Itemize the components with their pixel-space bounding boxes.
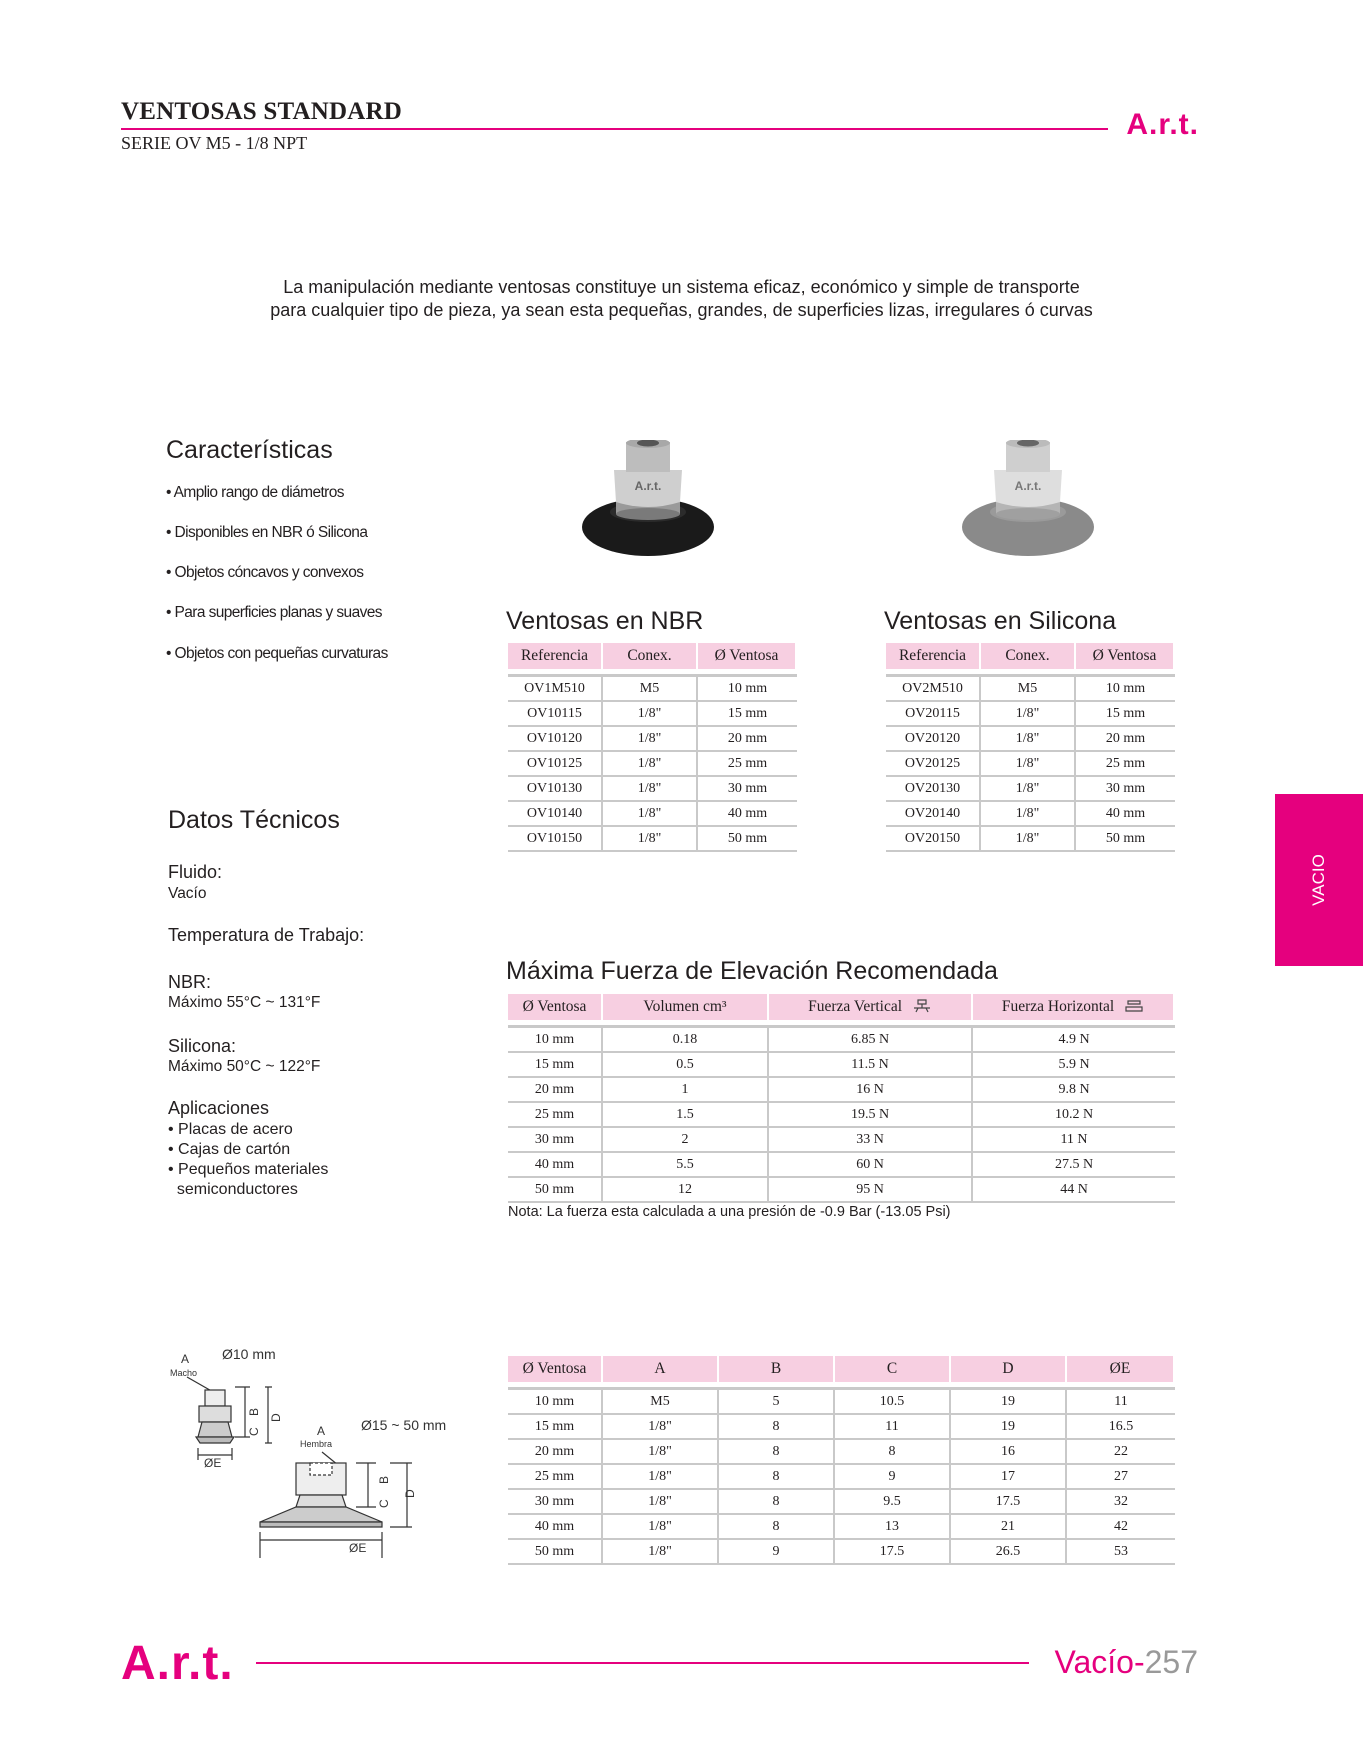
- small-cup-label: Ø10 mm: [222, 1346, 276, 1362]
- table-cell: 8: [835, 1440, 951, 1465]
- column-header: D: [951, 1356, 1067, 1387]
- table-cell: M5: [981, 674, 1076, 702]
- table-row: [886, 777, 1175, 802]
- table-cell: 15 mm: [698, 702, 797, 727]
- table-cell: 1/8": [603, 827, 698, 852]
- table-cell: OV10115: [508, 702, 603, 727]
- table-cell: 19: [951, 1415, 1067, 1440]
- column-header: Ø Ventosa: [1076, 643, 1175, 674]
- table-cell: 95 N: [769, 1178, 973, 1203]
- table-cell: 1/8": [981, 727, 1076, 752]
- table-cell: 44 N: [973, 1178, 1175, 1203]
- feature-item: • Objetos con pequeñas curvaturas: [166, 645, 388, 662]
- table-row: [508, 1465, 1175, 1490]
- tech-data-title: Datos Técnicos: [168, 806, 340, 834]
- table-cell: 1/8": [603, 1515, 719, 1540]
- table-cell: 1: [603, 1078, 769, 1103]
- dim-a-label: A: [181, 1352, 190, 1366]
- table-row: [508, 1053, 1175, 1078]
- page-number: [1055, 1644, 1199, 1681]
- feature-item: • Amplio rango de diámetros: [166, 484, 344, 501]
- table-row: [508, 777, 797, 802]
- force-table-title: Máxima Fuerza de Elevación Recomendada: [506, 957, 998, 985]
- page-subtitle: SERIE OV M5 - 1/8 NPT: [121, 133, 308, 153]
- table-cell: 16: [951, 1440, 1067, 1465]
- table-cell: 17: [951, 1465, 1067, 1490]
- column-header: Referencia: [508, 643, 603, 674]
- table-row: [508, 1440, 1175, 1465]
- table-row: [508, 674, 797, 702]
- table-cell: 2: [603, 1128, 769, 1153]
- table-cell: 40 mm: [508, 1153, 603, 1178]
- column-header: B: [719, 1356, 835, 1387]
- column-header: Ø Ventosa: [508, 994, 603, 1025]
- table-cell: 1/8": [981, 827, 1076, 852]
- nbr-table-title: Ventosas en NBR: [506, 607, 704, 635]
- table-cell: 0.18: [603, 1025, 769, 1053]
- column-header: Volumen cm³: [603, 994, 769, 1025]
- table-cell: OV10150: [508, 827, 603, 852]
- table-cell: 1/8": [603, 1490, 719, 1515]
- table-row: [886, 727, 1175, 752]
- table-row: [508, 1128, 1175, 1153]
- dim-e-label: ØE: [349, 1541, 367, 1555]
- table-cell: 1/8": [603, 752, 698, 777]
- table-row: [886, 752, 1175, 777]
- nbr-temp-value: Máximo 55°C ~ 131°F: [168, 994, 321, 1011]
- nbr-table: [508, 643, 797, 852]
- footer-divider: [256, 1662, 1029, 1664]
- table-cell: 8: [719, 1440, 835, 1465]
- table-cell: 19: [951, 1387, 1067, 1415]
- table-cell: 17.5: [835, 1540, 951, 1565]
- table-cell: M5: [603, 1387, 719, 1415]
- table-cell: 27: [1067, 1465, 1175, 1490]
- table-cell: 10 mm: [508, 1387, 603, 1415]
- table-cell: 10.5: [835, 1387, 951, 1415]
- dimension-diagram: [160, 1340, 480, 1570]
- table-cell: 5: [719, 1387, 835, 1415]
- dim-d-label: D: [269, 1413, 283, 1422]
- table-cell: 0.5: [603, 1053, 769, 1078]
- table-cell: 1.5: [603, 1103, 769, 1128]
- application-item: • Cajas de cartón: [168, 1141, 291, 1158]
- table-row: [508, 1078, 1175, 1103]
- table-cell: OV10130: [508, 777, 603, 802]
- table-cell: 4.9 N: [973, 1025, 1175, 1053]
- table-cell: 11 N: [973, 1128, 1175, 1153]
- table-cell: 26.5: [951, 1540, 1067, 1565]
- table-cell: 12: [603, 1178, 769, 1203]
- table-row: [508, 1490, 1175, 1515]
- table-row: [508, 727, 797, 752]
- table-cell: 25 mm: [698, 752, 797, 777]
- table-cell: OV20115: [886, 702, 981, 727]
- macho-label: Macho: [170, 1368, 198, 1378]
- page-section-word: Vacío-: [1054, 1644, 1145, 1680]
- hembra-label: Hembra: [300, 1439, 333, 1449]
- table-cell: 16 N: [769, 1078, 973, 1103]
- table-cell: 9: [719, 1540, 835, 1565]
- column-header: Referencia: [886, 643, 981, 674]
- feature-item: • Disponibles en NBR ó Silicona: [166, 524, 368, 541]
- table-cell: 10 mm: [1076, 674, 1175, 702]
- table-cell: 20 mm: [508, 1078, 603, 1103]
- dim-a-label: A: [317, 1424, 326, 1438]
- table-cell: 8: [719, 1465, 835, 1490]
- table-cell: OV10125: [508, 752, 603, 777]
- table-cell: 50 mm: [698, 827, 797, 852]
- table-cell: 8: [719, 1515, 835, 1540]
- table-row: [508, 752, 797, 777]
- table-row: [886, 827, 1175, 852]
- table-cell: 15 mm: [508, 1415, 603, 1440]
- table-cell: OV20150: [886, 827, 981, 852]
- table-cell: 1/8": [603, 1465, 719, 1490]
- table-row: [508, 1153, 1175, 1178]
- table-cell: 22: [1067, 1440, 1175, 1465]
- table-cell: OV1M510: [508, 674, 603, 702]
- intro-line-1: La manipulación mediante ventosas constituye un sistema eficaz, económico y simple de transporte: [283, 277, 1080, 297]
- dim-e-label: ØE: [204, 1456, 222, 1470]
- page-number-value: 257: [1144, 1644, 1198, 1680]
- table-cell: OV20120: [886, 727, 981, 752]
- table-cell: 1/8": [603, 777, 698, 802]
- vertical-force-label: Fuerza Vertical: [808, 998, 903, 1015]
- table-cell: 1/8": [603, 1540, 719, 1565]
- table-cell: 19.5 N: [769, 1103, 973, 1128]
- dim-d-label: D: [403, 1489, 417, 1498]
- table-cell: 13: [835, 1515, 951, 1540]
- table-cell: 20 mm: [1076, 727, 1175, 752]
- table-cell: OV10140: [508, 802, 603, 827]
- table-cell: OV20130: [886, 777, 981, 802]
- table-row: [508, 1178, 1175, 1203]
- table-cell: 50 mm: [508, 1540, 603, 1565]
- table-cell: 10.2 N: [973, 1103, 1175, 1128]
- table-cell: 15 mm: [508, 1053, 603, 1078]
- horizontal-force-icon: [1124, 999, 1144, 1013]
- silicona-body-label: A.r.t.: [1014, 479, 1042, 493]
- table-cell: 30 mm: [698, 777, 797, 802]
- table-row: [886, 802, 1175, 827]
- column-header: Ø Ventosa: [508, 1356, 603, 1387]
- table-cell: 6.85 N: [769, 1025, 973, 1053]
- dim-c-label: C: [377, 1499, 391, 1508]
- fluid-value: Vacío: [168, 885, 207, 902]
- table-cell: 11: [1067, 1387, 1175, 1415]
- table-cell: 1/8": [603, 1440, 719, 1465]
- table-cell: 27.5 N: [973, 1153, 1175, 1178]
- table-cell: 1/8": [981, 777, 1076, 802]
- table-cell: 25 mm: [1076, 752, 1175, 777]
- table-cell: 16.5: [1067, 1415, 1175, 1440]
- table-cell: 40 mm: [508, 1515, 603, 1540]
- table-cell: 33 N: [769, 1128, 973, 1153]
- table-cell: 1/8": [603, 702, 698, 727]
- nbr-temp-label: NBR:: [168, 972, 212, 992]
- silicona-table-title: Ventosas en Silicona: [884, 607, 1117, 635]
- table-row: [508, 1540, 1175, 1565]
- table-cell: 10 mm: [698, 674, 797, 702]
- section-tab-vacio[interactable]: [1275, 794, 1363, 966]
- table-row: [508, 1103, 1175, 1128]
- application-item: • Placas de acero: [168, 1121, 293, 1138]
- silicona-temp-value: Máximo 50°C ~ 122°F: [168, 1058, 321, 1075]
- dim-b-label: B: [377, 1475, 391, 1484]
- table-cell: 53: [1067, 1540, 1175, 1565]
- column-header: Ø Ventosa: [698, 643, 797, 674]
- table-cell: 17.5: [951, 1490, 1067, 1515]
- table-cell: 30 mm: [508, 1490, 603, 1515]
- table-cell: 25 mm: [508, 1103, 603, 1128]
- feature-item: • Objetos cóncavos y convexos: [166, 564, 364, 581]
- table-cell: 50 mm: [508, 1178, 603, 1203]
- brand-logo-top: A.r.t.: [1126, 108, 1199, 141]
- table-cell: 25 mm: [508, 1465, 603, 1490]
- table-cell: 8: [719, 1415, 835, 1440]
- temperature-label: Temperatura de Trabajo:: [168, 925, 365, 945]
- column-header: Conex.: [981, 643, 1076, 674]
- table-cell: 15 mm: [1076, 702, 1175, 727]
- table-cell: 60 N: [769, 1153, 973, 1178]
- nbr-suction-cup-image: [580, 440, 716, 560]
- table-row: [508, 1415, 1175, 1440]
- table-row: [508, 702, 797, 727]
- table-cell: 42: [1067, 1515, 1175, 1540]
- table-cell: 1/8": [981, 752, 1076, 777]
- table-cell: 8: [719, 1490, 835, 1515]
- table-row: [508, 802, 797, 827]
- application-item: semiconductores: [168, 1181, 298, 1198]
- features-title: Características: [166, 436, 333, 464]
- vertical-force-icon: [912, 999, 932, 1013]
- horizontal-force-label: Fuerza Horizontal: [1001, 998, 1115, 1015]
- table-cell: OV20140: [886, 802, 981, 827]
- table-row: [886, 702, 1175, 727]
- page-title: VENTOSAS STANDARD: [121, 98, 403, 125]
- dim-c-label: C: [247, 1427, 261, 1436]
- table-cell: 40 mm: [1076, 802, 1175, 827]
- table-cell: 9.8 N: [973, 1078, 1175, 1103]
- table-row: [886, 674, 1175, 702]
- table-cell: 20 mm: [508, 1440, 603, 1465]
- table-cell: 1/8": [603, 1415, 719, 1440]
- force-table: [508, 994, 1175, 1203]
- table-cell: 11.5 N: [769, 1053, 973, 1078]
- table-cell: 21: [951, 1515, 1067, 1540]
- column-header: Conex.: [603, 643, 698, 674]
- table-cell: 1/8": [603, 727, 698, 752]
- header-divider: [121, 128, 1108, 130]
- intro-line-2: para cualquier tipo de pieza, ya sean esta pequeñas, grandes, de superficies lizas, irregulares ó curvas: [270, 300, 1093, 320]
- column-header: [973, 994, 1175, 1025]
- table-cell: 50 mm: [1076, 827, 1175, 852]
- table-cell: 1/8": [981, 802, 1076, 827]
- table-cell: OV2M510: [886, 674, 981, 702]
- column-header: A: [603, 1356, 719, 1387]
- silicona-suction-cup-image: [960, 440, 1096, 560]
- table-row: [508, 827, 797, 852]
- table-cell: 30 mm: [1076, 777, 1175, 802]
- table-cell: 5.9 N: [973, 1053, 1175, 1078]
- dim-b-label: B: [247, 1407, 261, 1416]
- table-row: [508, 1025, 1175, 1053]
- applications-label: Aplicaciones: [168, 1098, 270, 1118]
- table-cell: 20 mm: [698, 727, 797, 752]
- application-item: • Pequeños materiales: [168, 1161, 329, 1178]
- table-row: [508, 1515, 1175, 1540]
- table-cell: 32: [1067, 1490, 1175, 1515]
- table-cell: 1/8": [981, 702, 1076, 727]
- table-cell: 40 mm: [698, 802, 797, 827]
- large-cup-label: Ø15 ~ 50 mm: [361, 1417, 447, 1433]
- table-cell: 9: [835, 1465, 951, 1490]
- table-row: [508, 1387, 1175, 1415]
- table-cell: 5.5: [603, 1153, 769, 1178]
- table-cell: 9.5: [835, 1490, 951, 1515]
- table-cell: 1/8": [603, 802, 698, 827]
- silicona-temp-label: Silicona:: [168, 1036, 237, 1056]
- nbr-body-label: A.r.t.: [634, 479, 662, 493]
- table-cell: OV20125: [886, 752, 981, 777]
- feature-item: • Para superficies planas y suaves: [166, 604, 382, 621]
- brand-logo-bottom: A.r.t.: [121, 1637, 234, 1690]
- dimensions-table: [508, 1356, 1175, 1565]
- table-cell: 11: [835, 1415, 951, 1440]
- column-header: ØE: [1067, 1356, 1175, 1387]
- intro-text: [120, 276, 1243, 322]
- fluid-label: Fluido:: [168, 862, 223, 882]
- table-cell: OV10120: [508, 727, 603, 752]
- column-header: C: [835, 1356, 951, 1387]
- table-cell: 30 mm: [508, 1128, 603, 1153]
- silicona-table: [886, 643, 1175, 852]
- section-tab-label: VACIO: [1309, 854, 1328, 906]
- table-cell: 10 mm: [508, 1025, 603, 1053]
- force-note: Nota: La fuerza esta calculada a una presión de -0.9 Bar (-13.05 Psi): [508, 1204, 951, 1220]
- table-cell: M5: [603, 674, 698, 702]
- column-header: [769, 994, 973, 1025]
